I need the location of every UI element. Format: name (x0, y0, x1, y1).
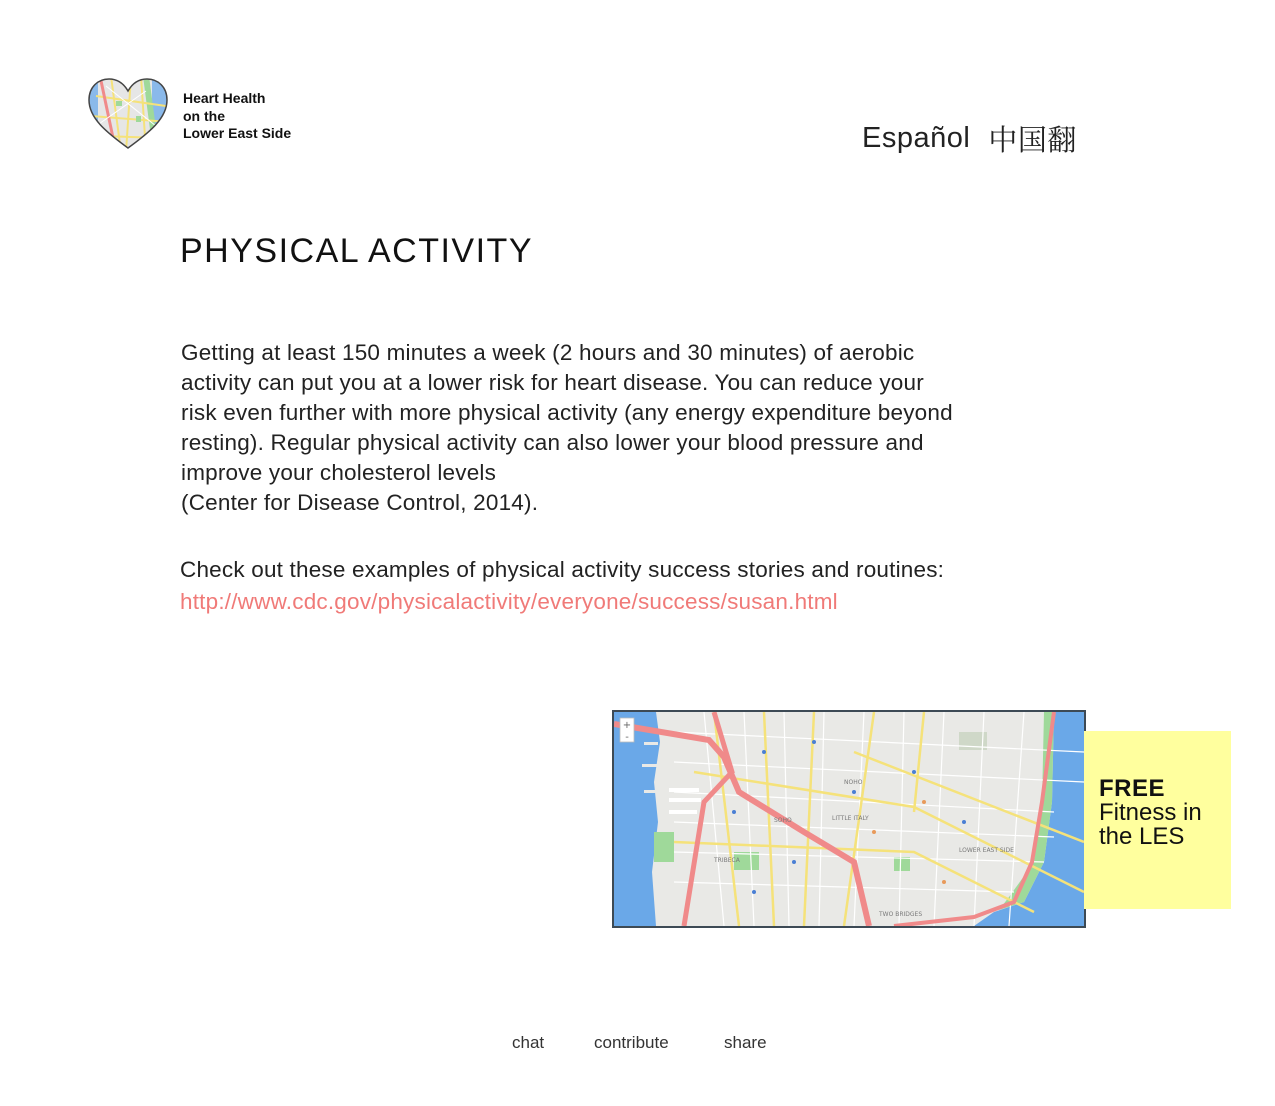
fitness-subtitle: Fitness in the LES (1099, 799, 1202, 850)
footer-chat-link[interactable]: chat (512, 1033, 545, 1052)
heart-map-icon (86, 76, 170, 152)
intro-paragraph (181, 338, 1111, 518)
success-story-link[interactable]: http://www.cdc.gov/physicalactivity/everyone/success/susan.html (180, 589, 838, 614)
intro-line: risk even further with more physical activity (any energy expenditure beyond (181, 400, 953, 425)
brand-line-3: Lower East Side (183, 125, 292, 141)
brand-line-1: Heart Health (183, 90, 266, 106)
intro-citation: (Center for Disease Control, 2014). (181, 490, 539, 515)
language-link-chinese[interactable]: 中国翻 (988, 125, 1077, 157)
intro-line: Getting at least 150 minutes a week (2 hours and 30 minutes) of aerobic (181, 340, 915, 365)
language-switcher (862, 118, 1077, 159)
map-label-little-italy: LITTLE ITALY (832, 815, 869, 822)
brand-name[interactable] (183, 90, 291, 143)
map-label-noho: NOHO (844, 779, 863, 786)
fitness-free-label: FREE (1099, 775, 1166, 802)
intro-line: resting). Regular physical activity can also lower your blood pressure and (181, 430, 924, 455)
map-label-lower-east-side: LOWER EAST SIDE (959, 847, 1014, 854)
logo[interactable] (86, 76, 170, 152)
map-label-two-bridges: TWO BRIDGES (879, 911, 923, 918)
page-title: PHYSICAL ACTIVITY (180, 232, 533, 270)
brand-line-2: on the (183, 107, 225, 124)
map-label-soho: SOHO (774, 817, 792, 824)
language-link-spanish[interactable]: Español (862, 122, 971, 154)
svg-text:-: - (625, 732, 629, 743)
examples-text: Check out these examples of physical activity success stories and routines: (180, 557, 945, 582)
examples-section (180, 554, 1180, 618)
intro-line: improve your cholesterol levels (181, 460, 497, 485)
svg-text:+: + (622, 720, 632, 731)
intro-line: activity can put you at a lower risk for heart disease. You can reduce your (181, 370, 924, 395)
neighborhood-map[interactable] (612, 710, 1086, 928)
footer-share-link[interactable]: share (724, 1033, 767, 1052)
free-fitness-card[interactable] (1084, 731, 1231, 909)
footer-contribute-link[interactable]: contribute (594, 1033, 669, 1052)
map-label-tribeca: TRIBECA (714, 857, 740, 864)
map-graphic (614, 712, 1084, 926)
